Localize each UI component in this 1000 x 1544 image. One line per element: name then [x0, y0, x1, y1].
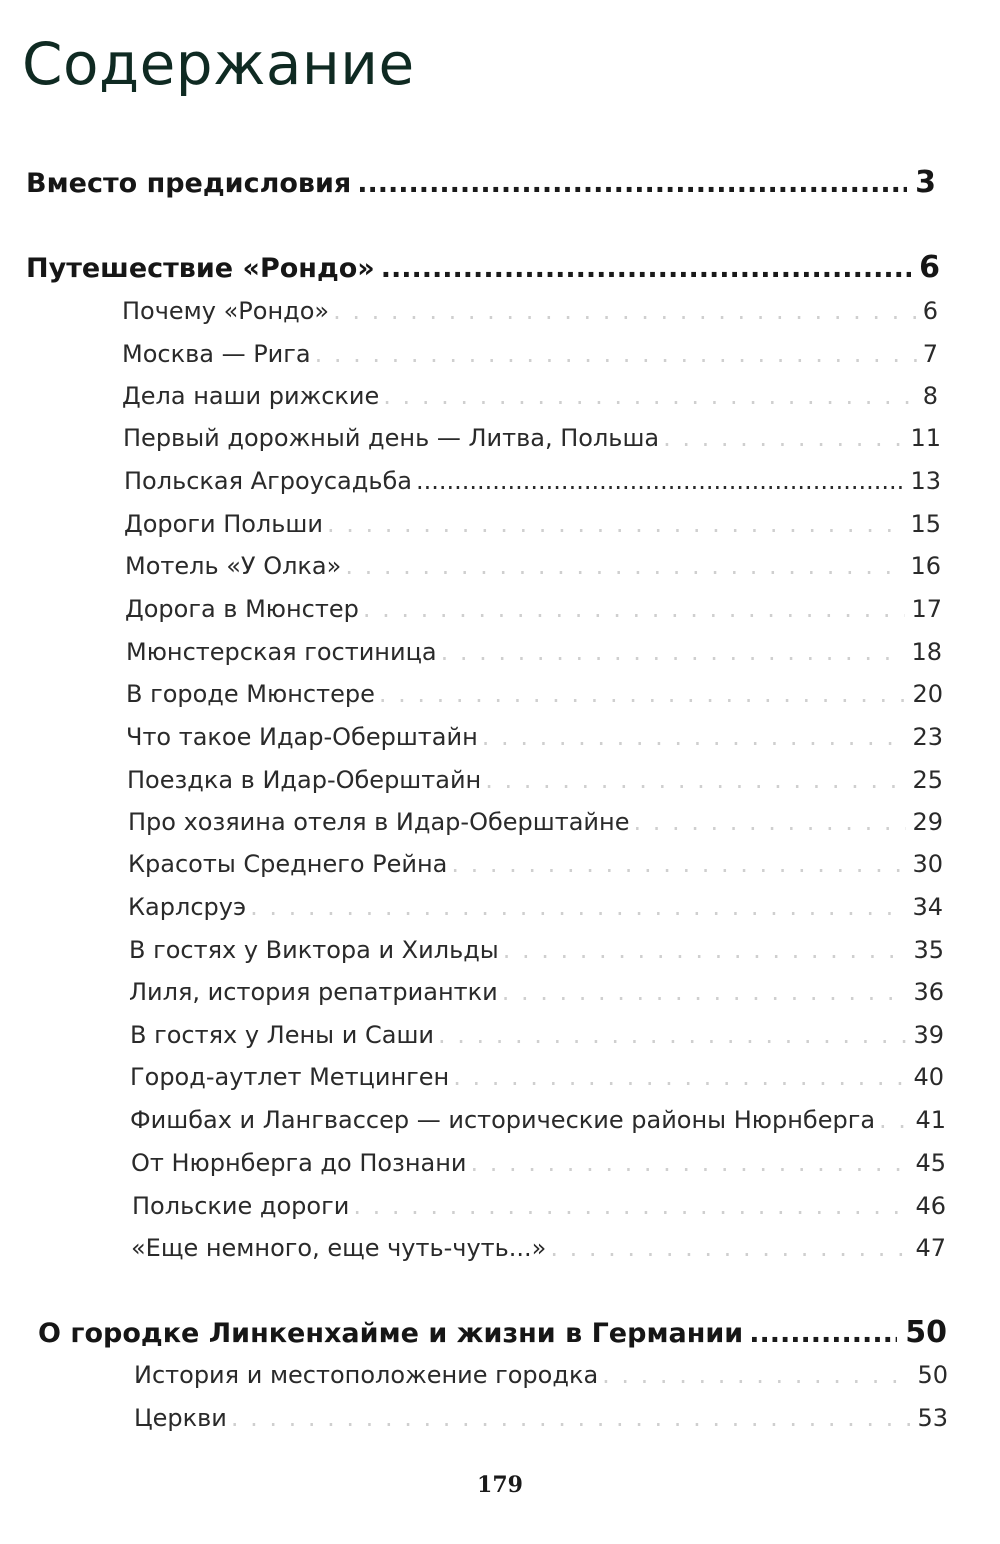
toc-item-title: Церкви [134, 1404, 227, 1432]
toc-item[interactable] [122, 382, 938, 410]
toc-item-title: Мюнстерская гостиница [126, 638, 437, 666]
toc-item-title: Про хозяина отеля в Идар-Оберштайне [128, 808, 630, 836]
toc-item-title: «Еще немного, еще чуть-чуть...» [131, 1234, 547, 1262]
toc-item[interactable] [127, 766, 943, 794]
dot-leader [363, 595, 906, 623]
dot-leader [357, 168, 907, 199]
toc-item[interactable] [124, 467, 941, 495]
toc-item[interactable] [129, 978, 944, 1006]
toc-item-title: Мотель «У Олка» [125, 552, 342, 580]
dot-leader [416, 467, 904, 495]
toc-item[interactable] [130, 1106, 946, 1134]
toc-item-title: Лиля, история репатриантки [129, 978, 498, 1006]
dot-leader [379, 680, 907, 708]
dot-leader [485, 766, 906, 794]
dot-leader [327, 510, 904, 538]
toc-item[interactable] [124, 510, 941, 538]
toc-item-title: Город-аутлет Метцинген [130, 1063, 450, 1091]
dot-leader [315, 340, 917, 368]
toc-item-title: Дела наши рижские [122, 382, 380, 410]
toc-item-page: 18 [911, 638, 942, 666]
toc-item-title: История и местоположение городка [134, 1361, 599, 1389]
dot-leader [383, 382, 916, 410]
dot-leader [503, 936, 908, 964]
toc-item-page: 30 [912, 850, 943, 878]
dot-leader [345, 552, 904, 580]
dot-leader [482, 723, 907, 751]
toc-item-title: Польская Агроусадьба [124, 467, 412, 495]
toc-item-page: 34 [912, 893, 943, 921]
toc-item-title: Карлсруэ [128, 893, 247, 921]
dot-leader [231, 1404, 912, 1432]
toc-item[interactable] [122, 297, 938, 325]
toc-section-title: Вместо предисловия [26, 168, 352, 199]
dot-leader [441, 638, 906, 666]
toc-item[interactable] [122, 340, 938, 368]
toc-item-title: Фишбах и Лангвассер — исторические районы Нюрнберга [130, 1106, 876, 1134]
toc-item-page: 7 [922, 340, 938, 368]
toc-item-page: 45 [915, 1149, 946, 1177]
toc-item[interactable] [126, 723, 943, 751]
toc-item[interactable] [128, 893, 943, 921]
toc-item-title: В гостях у Виктора и Хильды [129, 936, 499, 964]
toc-item[interactable] [125, 552, 941, 580]
toc-item-title: Что такое Идар-Оберштайн [126, 723, 478, 751]
toc-item[interactable] [131, 1234, 946, 1262]
toc-item[interactable] [130, 1021, 944, 1049]
dot-leader [381, 253, 911, 284]
toc-item[interactable] [132, 1192, 946, 1220]
toc-item-page: 17 [911, 595, 942, 623]
toc-item-title: От Нюрнберга до Познани [131, 1149, 467, 1177]
toc-section[interactable] [26, 250, 940, 285]
toc-item-page: 13 [910, 467, 941, 495]
toc-item-page: 53 [917, 1404, 948, 1432]
toc-item-title: Москва — Рига [122, 340, 311, 368]
toc-item-page: 8 [922, 382, 938, 410]
toc-section-page: 3 [915, 165, 936, 200]
toc-item-page: 16 [910, 552, 941, 580]
toc-item-page: 36 [913, 978, 944, 1006]
toc-item-page: 11 [910, 424, 941, 452]
toc-item-title: Дорога в Мюнстер [125, 595, 359, 623]
dot-leader [333, 297, 917, 325]
toc-section-title: Путешествие «Рондо» [26, 253, 375, 284]
toc-item-page: 40 [913, 1063, 944, 1091]
toc-item-title: Первый дорожный день — Литва, Польша [123, 424, 660, 452]
page-number: 179 [477, 1472, 523, 1498]
toc-item[interactable] [130, 1063, 944, 1091]
toc-item[interactable] [128, 850, 943, 878]
toc-section-title: О городке Линкенхайме и жизни в Германии [38, 1318, 744, 1349]
toc-item-page: 6 [922, 297, 938, 325]
dot-leader [353, 1192, 909, 1220]
toc-item[interactable] [129, 936, 944, 964]
toc-item-title: В гостях у Лены и Саши [130, 1021, 434, 1049]
toc-item-page: 23 [912, 723, 943, 751]
toc-section[interactable] [26, 165, 936, 200]
toc-item-title: Красоты Среднего Рейна [128, 850, 448, 878]
toc-item-page: 41 [915, 1106, 946, 1134]
dot-leader [438, 1021, 907, 1049]
dot-leader [749, 1318, 897, 1349]
toc-item-page: 47 [915, 1234, 946, 1262]
toc-item[interactable] [125, 595, 942, 623]
toc-item[interactable] [126, 680, 943, 708]
toc-item-title: Дороги Польши [124, 510, 323, 538]
toc-item[interactable] [128, 808, 943, 836]
toc-item-title: В городе Мюнстере [126, 680, 375, 708]
dot-leader [471, 1149, 910, 1177]
dot-leader [602, 1361, 911, 1389]
toc-item-title: Почему «Рондо» [122, 297, 330, 325]
toc-item-title: Поездка в Идар-Оберштайн [127, 766, 482, 794]
toc-item-page: 46 [915, 1192, 946, 1220]
toc-item-page: 50 [917, 1361, 948, 1389]
dot-leader [633, 808, 906, 836]
page-title: Содержание [22, 30, 415, 98]
dot-leader [453, 1063, 907, 1091]
toc-item[interactable] [134, 1361, 948, 1389]
toc-section[interactable] [38, 1315, 947, 1350]
dot-leader [663, 424, 904, 452]
toc-item-page: 35 [913, 936, 944, 964]
toc-item[interactable] [134, 1404, 948, 1432]
toc-item-page: 25 [912, 766, 943, 794]
toc-section-page: 6 [919, 250, 940, 285]
toc-item[interactable] [126, 638, 942, 666]
toc-item-page: 29 [912, 808, 943, 836]
toc-item[interactable] [131, 1149, 946, 1177]
dot-leader [451, 850, 906, 878]
toc-item[interactable] [123, 424, 941, 452]
toc-item-page: 20 [912, 680, 943, 708]
dot-leader [250, 893, 906, 921]
toc-item-title: Польские дороги [132, 1192, 350, 1220]
dot-leader [550, 1234, 909, 1262]
toc-item-page: 15 [910, 510, 941, 538]
dot-leader [879, 1106, 909, 1134]
toc-item-page: 39 [913, 1021, 944, 1049]
toc-section-page: 50 [905, 1315, 947, 1350]
dot-leader [502, 978, 908, 1006]
